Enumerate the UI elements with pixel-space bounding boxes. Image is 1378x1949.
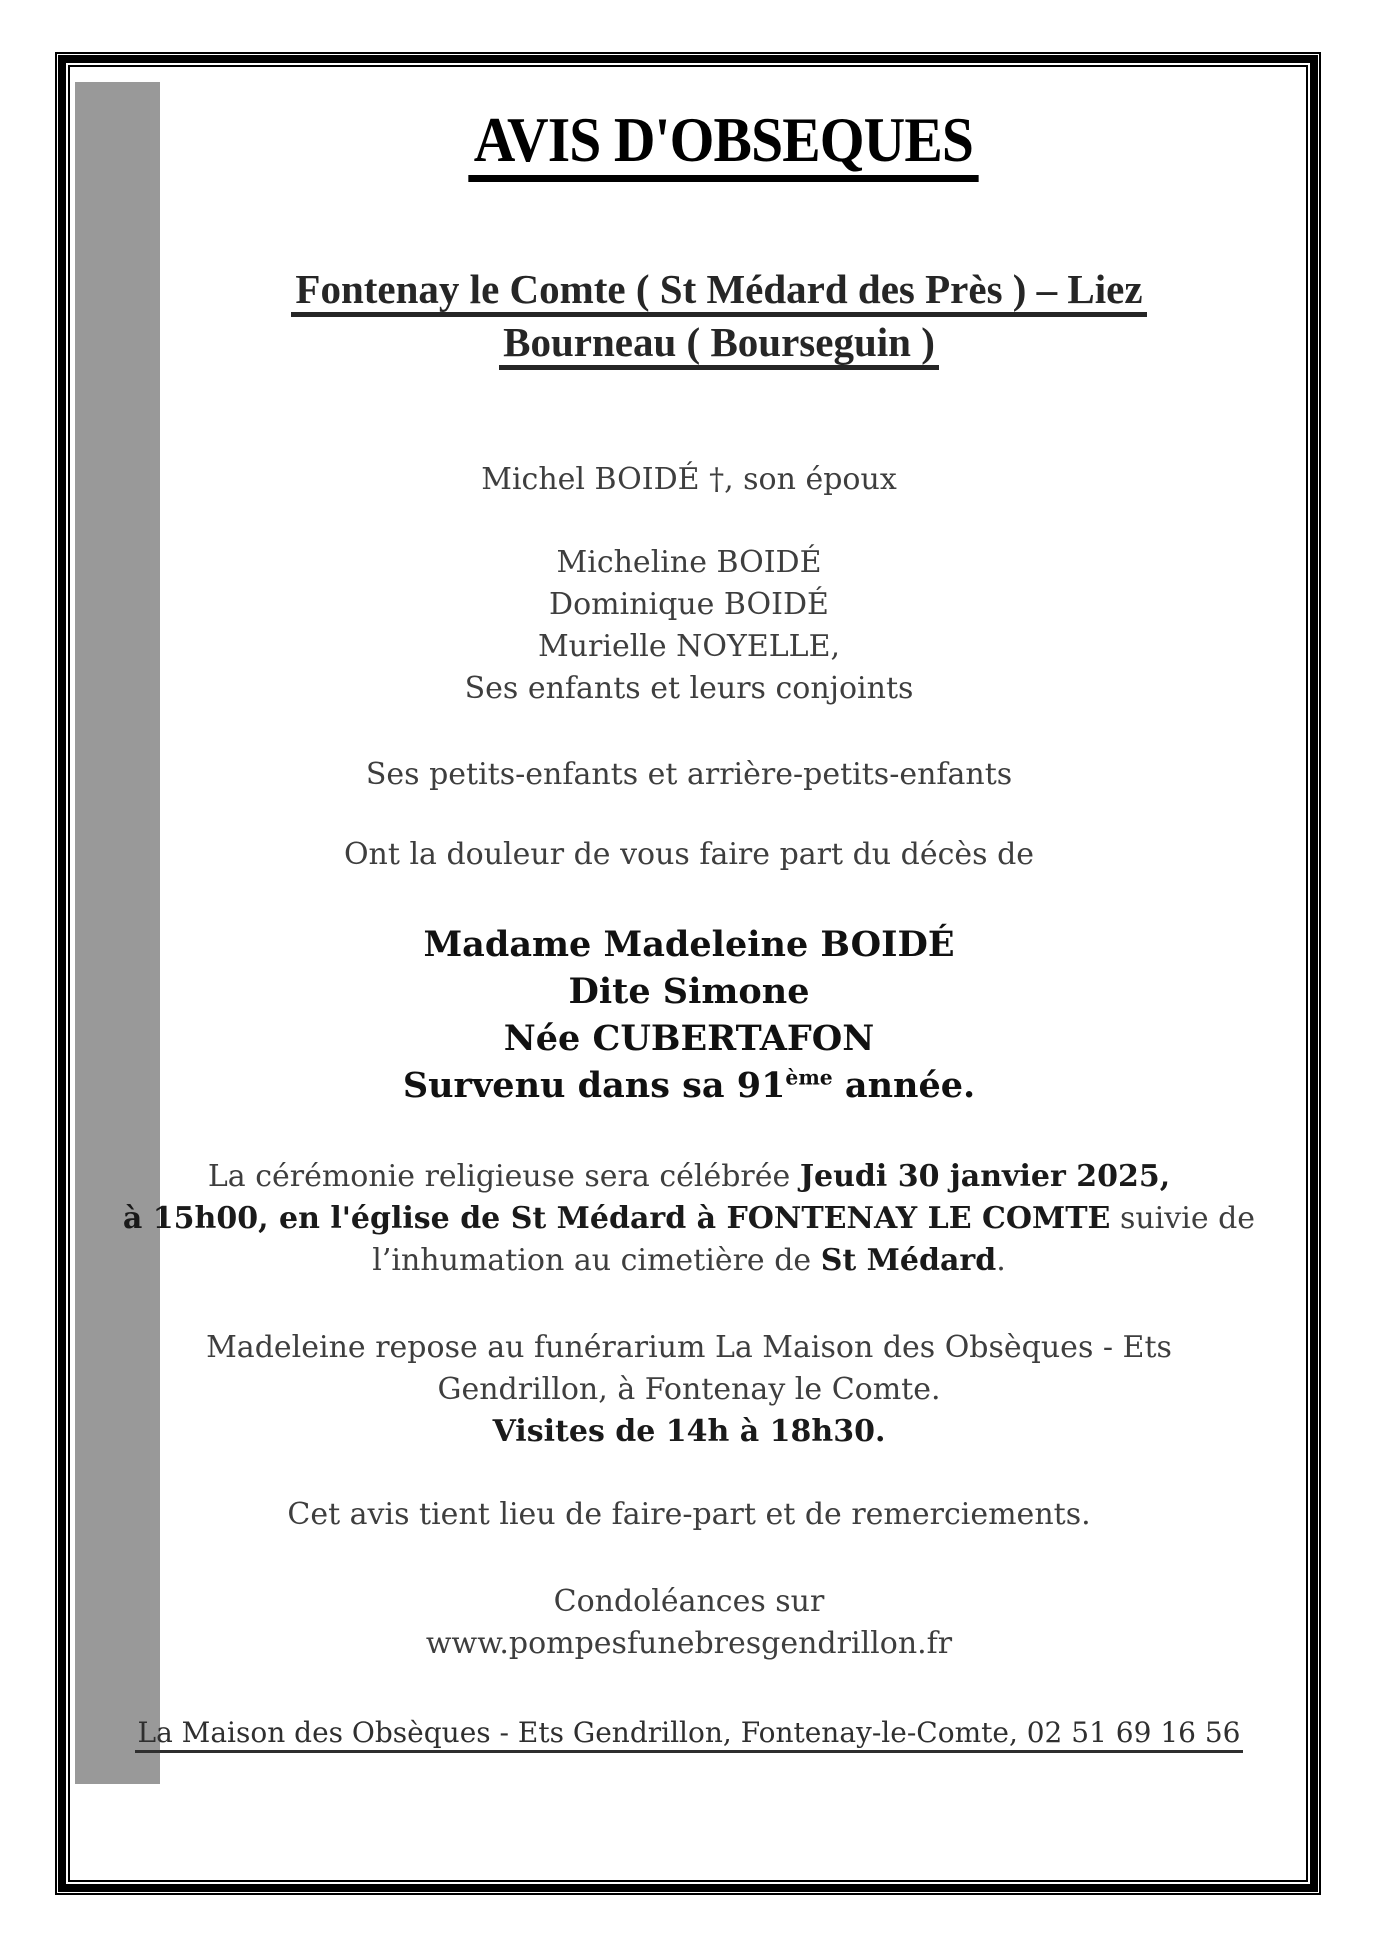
child-name: Murielle NOYELLE,	[537, 629, 841, 664]
repose-paragraph	[72, 1327, 1306, 1453]
funeral-home-footer-text: La Maison des Obsèques - Ets Gendrillon, Fontenay-le-Comte, 02 51 69 16 56	[135, 1719, 1242, 1753]
ceremony-time-place: à 15h00, en l'église de St Médard à FONTENAY LE COMTE	[122, 1201, 1111, 1236]
deceased-age-line: Survenu dans sa 91ème année.	[402, 1065, 976, 1106]
condolences-website: www.pompesfunebresgendrillon.fr	[425, 1626, 953, 1661]
ceremony-line-1: La cérémonie religieuse sera célébrée Jeudi 30 janvier 2025,	[207, 1159, 1171, 1194]
location-heading-line-1: Fontenay le Comte ( St Médard des Près ) – Liez	[102, 264, 1336, 317]
deceased-name: Madame Madeleine BOIDÉ	[423, 924, 955, 965]
funeral-home-footer	[72, 1712, 1306, 1754]
announce-line: Ont la douleur de vous faire part du décès de	[343, 837, 1035, 872]
condolences-intro: Condoléances sur	[553, 1584, 825, 1619]
cemetery-name: St Médard	[820, 1243, 997, 1278]
condolences-block	[72, 1581, 1306, 1665]
location-heading	[102, 264, 1336, 370]
repose-line-1: Madeleine repose au funérarium La Maison des Obsèques - Ets	[206, 1330, 1172, 1365]
ceremony-line-3: l’inhumation au cimetière de St Médard.	[372, 1243, 1006, 1278]
announcement-body	[72, 70, 1306, 1754]
page-title-text: AVIS D'OBSEQUES	[468, 108, 978, 182]
ceremony-date: Jeudi 30 janvier 2025,	[799, 1159, 1171, 1194]
location-heading-line-2: Bourneau ( Bourseguin )	[102, 317, 1336, 370]
ceremony-paragraph	[72, 1156, 1306, 1282]
children-list	[72, 542, 1306, 710]
grandchildren-line: Ses petits-enfants et arrière-petits-enfants	[365, 757, 1013, 792]
deceased-maiden-name: Née CUBERTAFON	[503, 1018, 875, 1059]
child-name: Micheline BOIDÉ	[556, 545, 822, 580]
children-caption: Ses enfants et leurs conjoints	[464, 671, 914, 706]
page-title	[106, 104, 1340, 182]
spouse-line: Michel BOIDÉ †, son époux	[481, 462, 897, 497]
age-superscript: ème	[785, 1065, 833, 1090]
visits-line: Visites de 14h à 18h30.	[492, 1414, 886, 1449]
deceased-block	[72, 921, 1306, 1109]
child-name: Dominique BOIDÉ	[549, 587, 829, 622]
repose-line-2: Gendrillon, à Fontenay le Comte.	[437, 1372, 941, 1407]
deceased-alias: Dite Simone	[568, 971, 810, 1012]
notice-line: Cet avis tient lieu de faire-part et de remerciements.	[287, 1497, 1091, 1532]
ceremony-line-2: à 15h00, en l'église de St Médard à FONTENAY LE COMTE suivie de	[122, 1201, 1256, 1236]
